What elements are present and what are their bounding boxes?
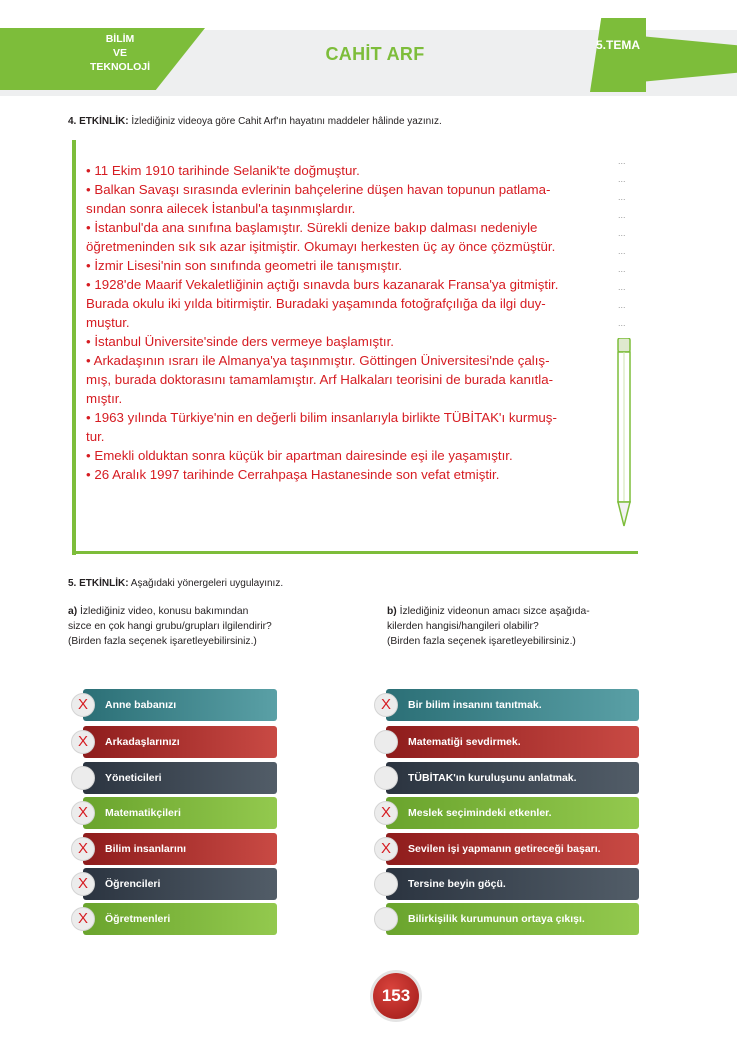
dot-line: ... xyxy=(618,300,626,310)
page-header xyxy=(0,28,737,98)
dot-line: ... xyxy=(618,282,626,292)
option-label: Sevilen işi yapmanın getireceği başarı. xyxy=(386,833,639,865)
option-a-4[interactable] xyxy=(71,797,277,829)
question-a-letter: a) xyxy=(68,606,78,617)
option-a-2[interactable] xyxy=(71,726,277,758)
writing-box-bottom-border xyxy=(72,551,638,554)
option-label: Matematikçileri xyxy=(83,797,277,829)
question-b-line-1 xyxy=(387,604,687,619)
category-line-1: BİLİM xyxy=(105,33,135,45)
answer-line: • 11 Ekim 1910 tarihinde Selanik'te doğmuştur. xyxy=(86,163,360,178)
dot-line: ... xyxy=(618,246,626,256)
option-label: Meslek seçimindeki etkenler. xyxy=(386,797,639,829)
page-number: 153 xyxy=(373,973,419,1019)
question-b xyxy=(387,604,687,649)
option-a-3[interactable] xyxy=(71,762,277,794)
answer-line: • Emekli olduktan sonra küçük bir apartman dairesinde eşi ile yaşamıştır. xyxy=(86,448,513,463)
handwritten-answer xyxy=(86,161,616,484)
question-b-text-3: (Birden fazla seçenek işaretleyebilirsiniz.) xyxy=(387,636,576,647)
answer-line: tur. xyxy=(86,429,105,444)
option-mark xyxy=(374,907,398,931)
question-b-letter: b) xyxy=(387,606,397,617)
question-a-text-2: sizce en çok hangi grubu/grupları ilgilendirir? xyxy=(68,621,272,632)
dot-line: ... xyxy=(618,210,626,220)
option-b-3[interactable] xyxy=(374,762,639,794)
option-label: Arkadaşlarınızı xyxy=(83,726,277,758)
activity-5-heading xyxy=(68,578,283,589)
answer-line: muştur. xyxy=(86,315,130,330)
question-a-text-3: (Birden fazla seçenek işaretleyebilirsiniz.) xyxy=(68,636,257,647)
option-mark xyxy=(374,872,398,896)
answer-line: mış, burada doktorasını tamamlamıştır. Arf Halkaları teorisini de burada kanıtla- xyxy=(86,372,554,387)
dot-line: ... xyxy=(618,228,626,238)
option-b-5[interactable] xyxy=(374,833,639,865)
option-label: Öğrencileri xyxy=(83,868,277,900)
option-label: Öğretmenleri xyxy=(83,903,277,935)
answer-line: • 1963 yılında Türkiye'nin en değerli bilim insanlarıyla birlikte TÜBİTAK'ı kurmuş- xyxy=(86,410,557,425)
dot-line: ... xyxy=(618,192,626,202)
category-line-3: TEKNOLOJİ xyxy=(89,61,151,73)
theme-label: 5.TEMA xyxy=(596,38,641,52)
option-label: Bir bilim insanını tanıtmak. xyxy=(386,689,639,721)
activity-5-label: 5. ETKİNLİK: xyxy=(68,578,129,589)
option-mark: X xyxy=(77,840,88,857)
option-label: Bilirkişilik kurumunun ortaya çıkışı. xyxy=(386,903,639,935)
option-b-7[interactable] xyxy=(374,903,639,935)
answer-line: • İstanbul Üniversite'sinde ders vermeye başlamıştır. xyxy=(86,334,394,349)
question-a xyxy=(68,604,368,649)
option-a-7[interactable] xyxy=(71,903,277,935)
dot-line: ... xyxy=(618,318,626,328)
option-mark: X xyxy=(77,804,88,821)
answer-line: öğretmeninden sık sık azar işitmiştir. Okumayı herkesten üç ay önce çözmüştür. xyxy=(86,239,556,254)
activity-5-instruction: Aşağıdaki yönergeleri uygulayınız. xyxy=(130,578,284,589)
option-mark: X xyxy=(77,696,88,713)
activity-4-label: 4. ETKİNLİK: xyxy=(68,116,129,127)
category-line-2: VE xyxy=(112,47,127,59)
option-b-4[interactable] xyxy=(374,797,639,829)
option-label: Matematiği sevdirmek. xyxy=(386,726,639,758)
option-label: Anne babanızı xyxy=(83,689,277,721)
answer-line: • Balkan Savaşı sırasında evlerinin bahçelerine düşen havan topunun patlama- xyxy=(86,182,551,197)
question-b-text-1: İzlediğiniz videonun amacı sizce aşağıda- xyxy=(399,606,590,617)
option-mark xyxy=(374,730,398,754)
option-mark: X xyxy=(77,910,88,927)
option-label: Bilim insanlarını xyxy=(83,833,277,865)
answer-line: • İzmir Lisesi'nin son sınıfında geometri ile tanışmıştır. xyxy=(86,258,403,273)
activity-4-instruction: İzlediğiniz videoya göre Cahit Arf'ın hayatını maddeler hâlinde yazınız. xyxy=(131,116,442,127)
dot-line: ... xyxy=(618,264,626,274)
option-mark: X xyxy=(77,733,88,750)
writing-box-left-border xyxy=(72,140,76,555)
question-b-text-2: kilerden hangisi/hangileri olabilir? xyxy=(387,621,539,632)
option-label: TÜBİTAK'ın kuruluşunu anlatmak. xyxy=(386,762,639,794)
option-b-6[interactable] xyxy=(374,868,639,900)
dot-line: ... xyxy=(618,156,626,166)
option-label: Tersine beyin göçü. xyxy=(386,868,639,900)
option-mark: X xyxy=(380,696,391,713)
dot-line: ... xyxy=(618,174,626,184)
answer-line: mıştır. xyxy=(86,391,123,406)
option-label: Yöneticileri xyxy=(83,762,277,794)
page-title: CAHİT ARF xyxy=(325,44,425,64)
option-mark xyxy=(374,766,398,790)
option-mark: X xyxy=(77,875,88,892)
answer-line: • 1928'de Maarif Vekaletliğinin açtığı sınavda burs kazanarak Fransa'ya gitmiştir. xyxy=(86,277,559,292)
option-b-2[interactable] xyxy=(374,726,639,758)
option-a-6[interactable] xyxy=(71,868,277,900)
dotted-line-ends xyxy=(618,152,632,332)
question-a-line-1 xyxy=(68,604,368,619)
activity-4-heading xyxy=(68,116,442,127)
option-a-5[interactable] xyxy=(71,833,277,865)
option-mark: X xyxy=(380,804,391,821)
option-a-1[interactable] xyxy=(71,689,277,721)
question-a-text-1: İzlediğiniz video, konusu bakımından xyxy=(80,606,249,617)
pencil-icon xyxy=(612,338,636,528)
answer-line: sından sonra ailecek İstanbul'a taşınmışlardır. xyxy=(86,201,356,216)
answer-line: • Arkadaşının ısrarı ile Almanya'ya taşınmıştır. Göttingen Üniversitesi'nde çalış- xyxy=(86,353,550,368)
option-b-1[interactable] xyxy=(374,689,639,721)
answer-line: • 26 Aralık 1997 tarihinde Cerrahpaşa Hastanesinde son vefat etmiştir. xyxy=(86,467,500,482)
answer-line: Burada okulu iki yılda bitirmiştir. Buradaki yaşamında fotoğrafçılığa da ilgi duy- xyxy=(86,296,546,311)
option-mark: X xyxy=(380,840,391,857)
answer-line: • İstanbul'da ana sınıfına başlamıştır. Sürekli denize bakıp dalması nedeniyle xyxy=(86,220,538,235)
option-mark xyxy=(71,766,95,790)
category-label xyxy=(76,32,164,74)
